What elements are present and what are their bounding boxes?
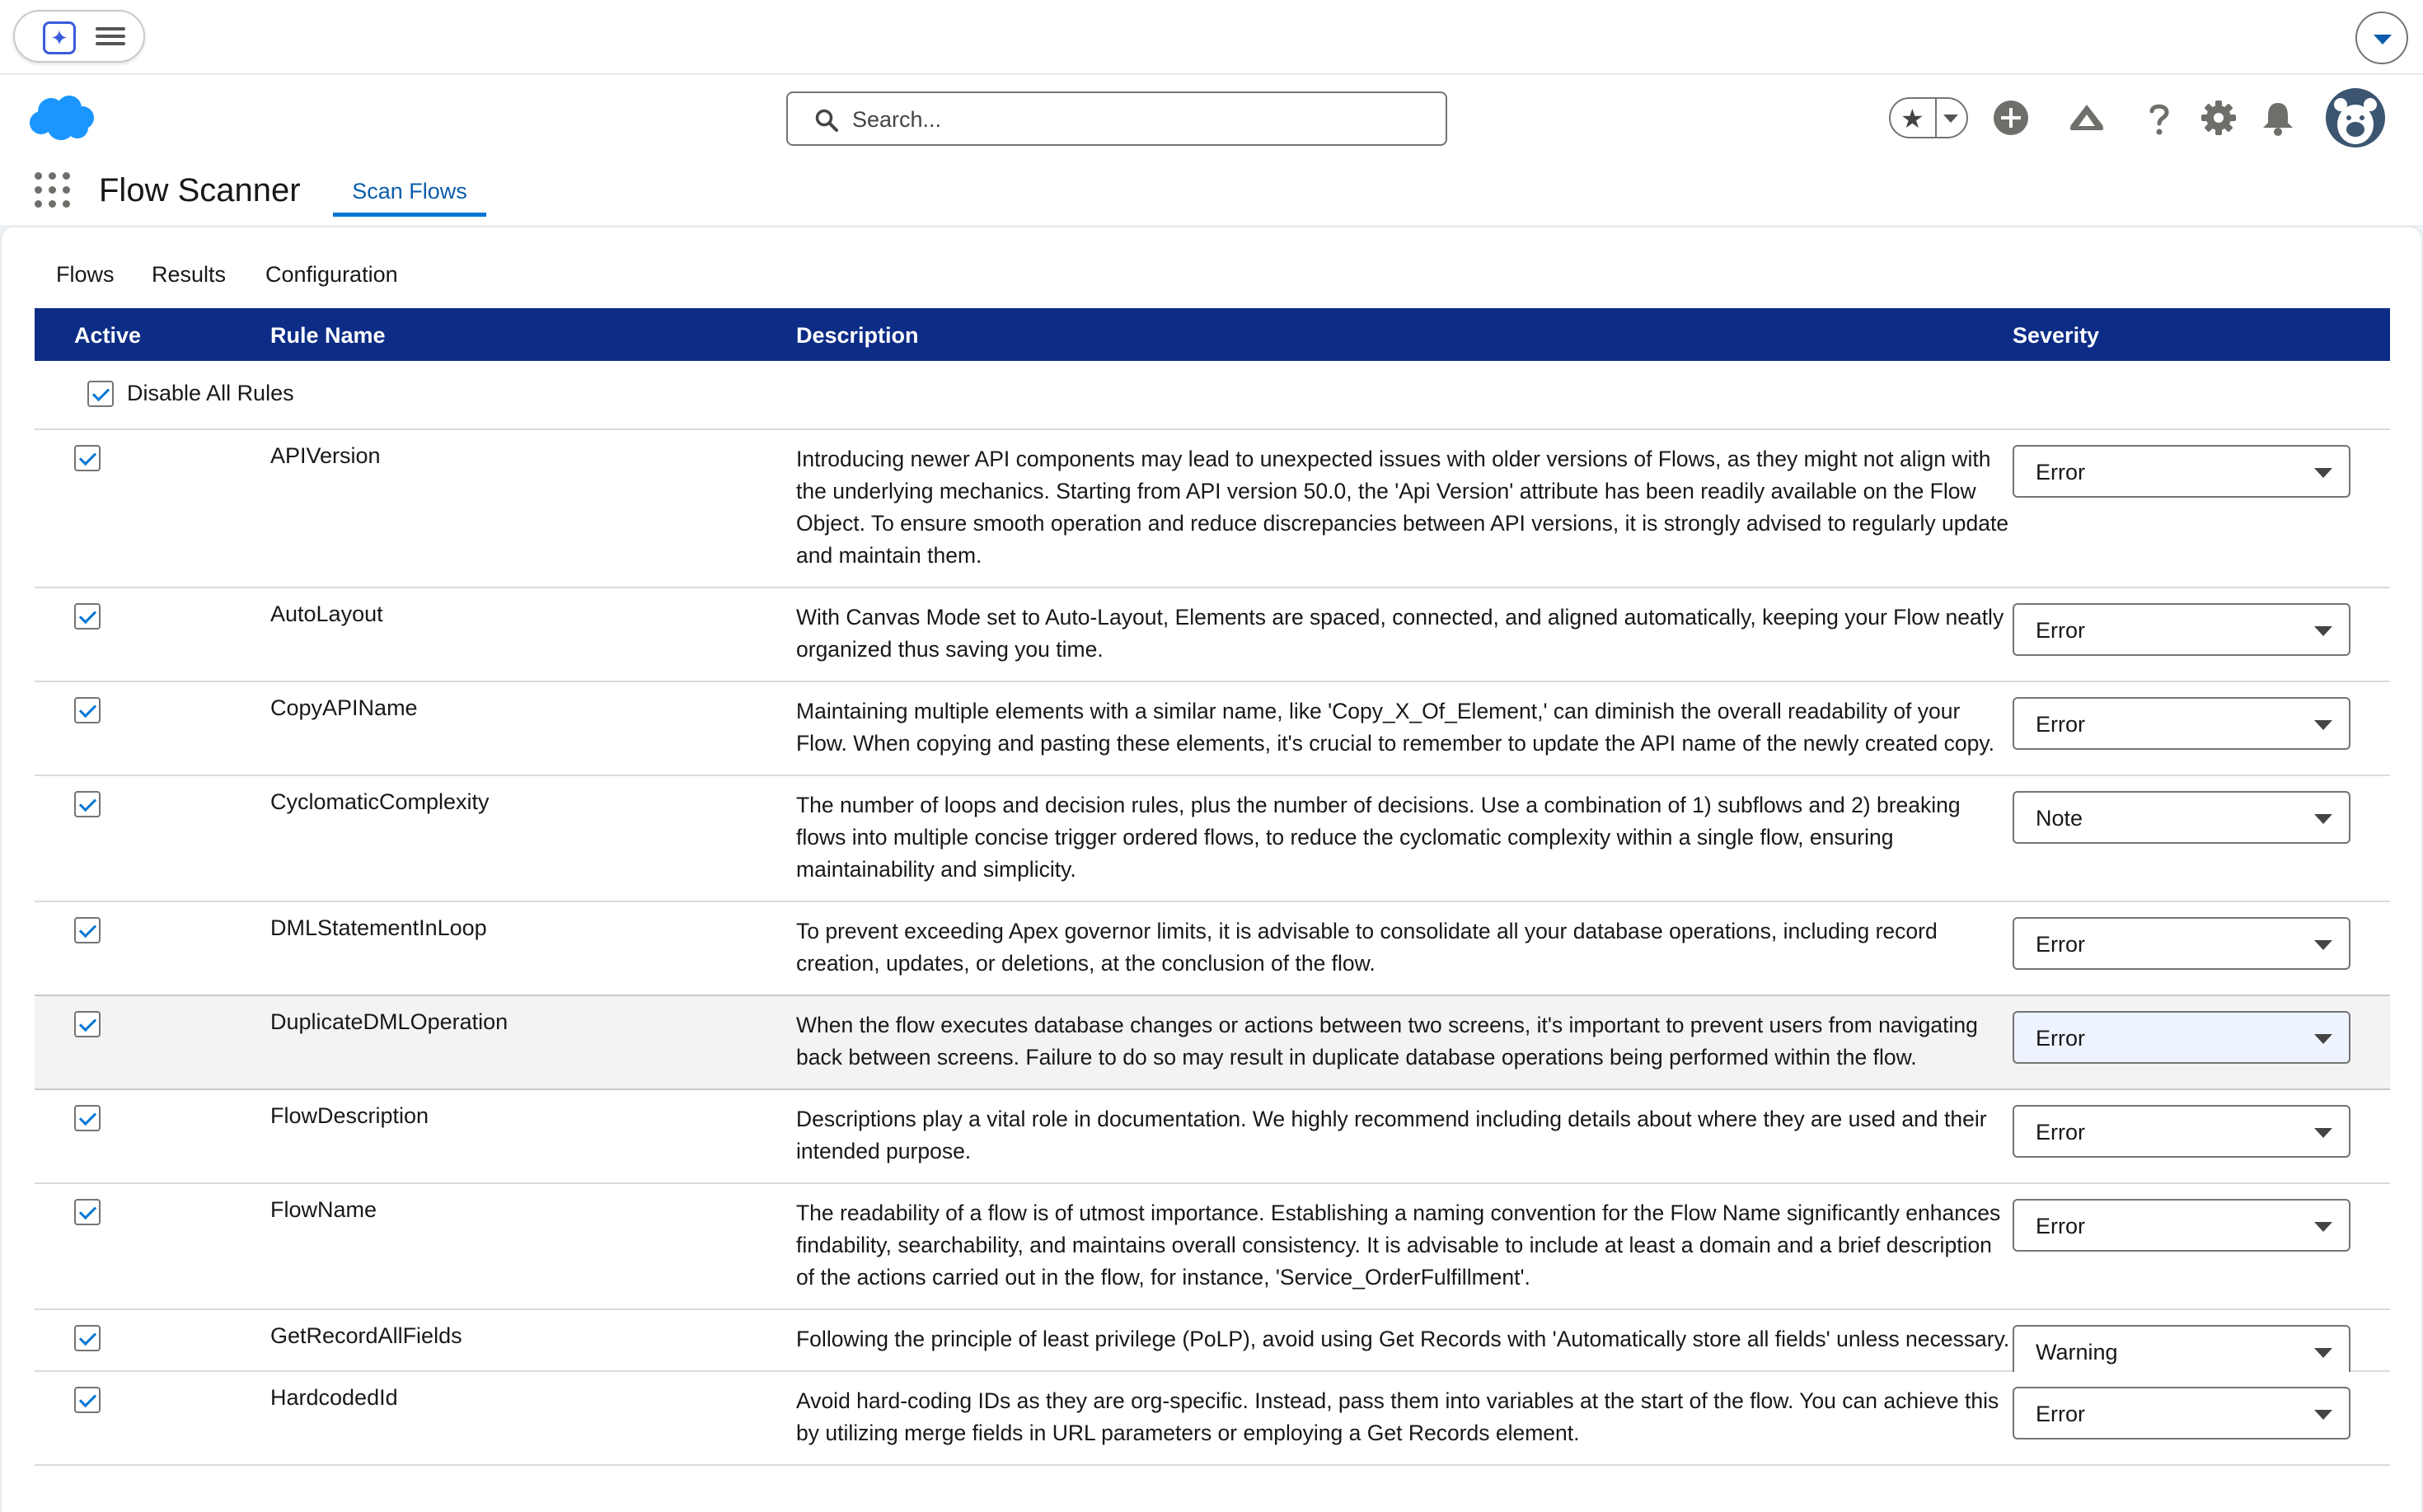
table-row — [35, 1372, 2390, 1466]
rule-name: HardcodedId — [270, 1385, 398, 1410]
rule-name: GetRecordAllFields — [270, 1323, 462, 1348]
bell-icon[interactable] — [2258, 98, 2298, 138]
divider — [1935, 99, 1937, 137]
rule-name: DuplicateDMLOperation — [270, 1009, 509, 1034]
trailhead-icon[interactable] — [2067, 98, 2107, 138]
table-row — [35, 588, 2390, 682]
severity-value: Error — [2036, 618, 2085, 643]
subtab-flows[interactable]: Flows — [56, 262, 115, 287]
rule-active-checkbox[interactable] — [74, 1387, 101, 1413]
severity-value: Warning — [2036, 1340, 2118, 1365]
disable-all-label: Disable All Rules — [127, 381, 294, 405]
severity-value: Error — [2036, 932, 2085, 957]
rule-description: The readability of a flow is of utmost importance. Establishing a naming convention for the Flow Name significantly enhances findability, searchability, and maintains overall consistency. It is advisable to include at least a domain and a brief description of the actions carried out in the flow, for instance, 'Service_OrderFulfillment'. — [796, 1201, 2001, 1290]
table-row — [35, 430, 2390, 588]
rule-description: Following the principle of least privilege (PoLP), avoid using Get Records with 'Automatically store all fields' unless necessary. — [796, 1327, 2010, 1351]
top-strip — [0, 0, 2423, 74]
severity-select[interactable] — [2013, 1105, 2350, 1158]
severity-value: Error — [2036, 1214, 2085, 1238]
waffle-icon[interactable] — [35, 172, 71, 208]
rule-description: When the flow executes database changes or actions between two screens, it's important to prevent users from navigating back between screens. Failure to do so may result in duplicate database operations being performed within the flow. — [796, 1013, 1978, 1070]
rule-description: With Canvas Mode set to Auto-Layout, Elements are spaced, connected, and aligned automatically, keeping your Flow neatly organized thus saving you time. — [796, 605, 2004, 662]
content-card — [2, 227, 2421, 1512]
severity-value: Error — [2036, 1120, 2085, 1145]
rule-active-checkbox[interactable] — [74, 1011, 101, 1037]
help-icon[interactable] — [2139, 98, 2179, 138]
global-search[interactable] — [786, 91, 1447, 146]
add-icon[interactable] — [1991, 98, 2031, 138]
rule-description: Descriptions play a vital role in documentation. We highly recommend including details about where they are used and their intended purpose. — [796, 1107, 1987, 1163]
severity-value: Error — [2036, 712, 2085, 737]
disable-all-checkbox[interactable] — [87, 381, 114, 407]
severity-value: Error — [2036, 1026, 2085, 1051]
rule-active-checkbox[interactable] — [74, 917, 101, 943]
favorites-button-group[interactable] — [1889, 97, 1968, 138]
rule-active-checkbox[interactable] — [74, 603, 101, 630]
search-input[interactable] — [852, 101, 1429, 138]
severity-select[interactable] — [2013, 697, 2350, 750]
agent-launcher-pill[interactable] — [13, 10, 145, 63]
severity-select[interactable] — [2013, 1011, 2350, 1064]
rule-active-checkbox[interactable] — [74, 697, 101, 723]
subtab-results[interactable]: Results — [152, 262, 227, 287]
rule-active-checkbox[interactable] — [74, 1105, 101, 1131]
severity-value: Error — [2036, 460, 2085, 484]
column-header-active: Active — [74, 323, 142, 348]
rule-description: Introducing newer API components may lead to unexpected issues with older versions of Flows, as they might not align with the underlying mechanics. Starting from API version 50.0, the 'Api Version' attribute has been readily available on the Flow Object. To ensure smooth operation and reduce discrepancies between API versions, it is strongly advised to regularly update and maintain them. — [796, 447, 2009, 568]
sparkle-icon: ✦ — [43, 21, 76, 54]
table-header — [35, 308, 2390, 361]
rule-description: Maintaining multiple elements with a similar name, like 'Copy_X_Of_Element,' can diminish the overall readability of your Flow. When copying and pasting these elements, it's crucial to remember to update the API name of the newly created copy. — [796, 699, 1995, 756]
rule-name: APIVersion — [270, 443, 381, 468]
app-name: Flow Scanner — [99, 172, 301, 208]
star-icon[interactable]: ★ — [1900, 104, 1924, 133]
severity-select[interactable] — [2013, 1199, 2350, 1252]
avatar-icon — [2326, 88, 2385, 147]
table-row — [35, 995, 2390, 1090]
rule-active-checkbox[interactable] — [74, 1325, 101, 1351]
rule-description: Avoid hard-coding IDs as they are org-specific. Instead, pass them into variables at the start of the flow. You can achieve this by utilizing merge fields in URL parameters or employing a Get Records element. — [796, 1388, 1999, 1445]
severity-select[interactable] — [2013, 1387, 2350, 1439]
tab-scan-flows[interactable]: Scan Flows — [333, 162, 486, 217]
table-row — [35, 1090, 2390, 1184]
table-row — [35, 776, 2390, 902]
hamburger-icon — [96, 23, 125, 51]
rule-name: CopyAPIName — [270, 695, 418, 720]
chevron-down-icon[interactable] — [1943, 115, 1958, 123]
avatar[interactable] — [2326, 88, 2385, 147]
table-row — [35, 1310, 2390, 1372]
table-row — [35, 902, 2390, 996]
severity-select[interactable] — [2013, 1325, 2350, 1378]
chevron-down-icon[interactable] — [2355, 12, 2408, 64]
rule-name: CyclomaticComplexity — [270, 789, 490, 814]
rule-active-checkbox[interactable] — [74, 1199, 101, 1225]
column-header-description: Description — [796, 323, 919, 348]
rule-name: DMLStatementInLoop — [270, 915, 487, 940]
rules-table-body — [35, 430, 2390, 1466]
severity-value: Error — [2036, 1402, 2085, 1426]
severity-select[interactable] — [2013, 603, 2350, 656]
severity-select[interactable] — [2013, 445, 2350, 498]
rule-description: The number of loops and decision rules, plus the number of decisions. Use a combination of 1) subflows and 2) breaking flows into multiple concise trigger ordered flows, to reduce the cyclomatic complexity within a single flow, ensuring maintainability and simplicity. — [796, 793, 1961, 882]
severity-select[interactable] — [2013, 791, 2350, 844]
rule-name: AutoLayout — [270, 602, 383, 626]
rule-active-checkbox[interactable] — [74, 791, 101, 817]
table-row — [35, 682, 2390, 776]
rule-name: FlowName — [270, 1197, 377, 1222]
rule-name: FlowDescription — [270, 1103, 429, 1128]
disable-all-row — [35, 361, 2390, 430]
gear-icon[interactable] — [2199, 98, 2238, 138]
column-header-rule-name: Rule Name — [270, 323, 386, 348]
table-row — [35, 1184, 2390, 1310]
severity-value: Note — [2036, 806, 2083, 831]
subtab-configuration[interactable]: Configuration — [265, 262, 398, 287]
salesforce-cloud-logo[interactable] — [26, 93, 96, 144]
column-header-severity: Severity — [2013, 323, 2100, 348]
rule-active-checkbox[interactable] — [74, 445, 101, 471]
global-header — [0, 75, 2423, 225]
rule-description: To prevent exceeding Apex governor limits, it is advisable to consolidate all your database operations, including record creation, updates, or deletions, at the conclusion of the flow. — [796, 919, 1938, 976]
search-icon — [814, 108, 839, 133]
severity-select[interactable] — [2013, 917, 2350, 970]
